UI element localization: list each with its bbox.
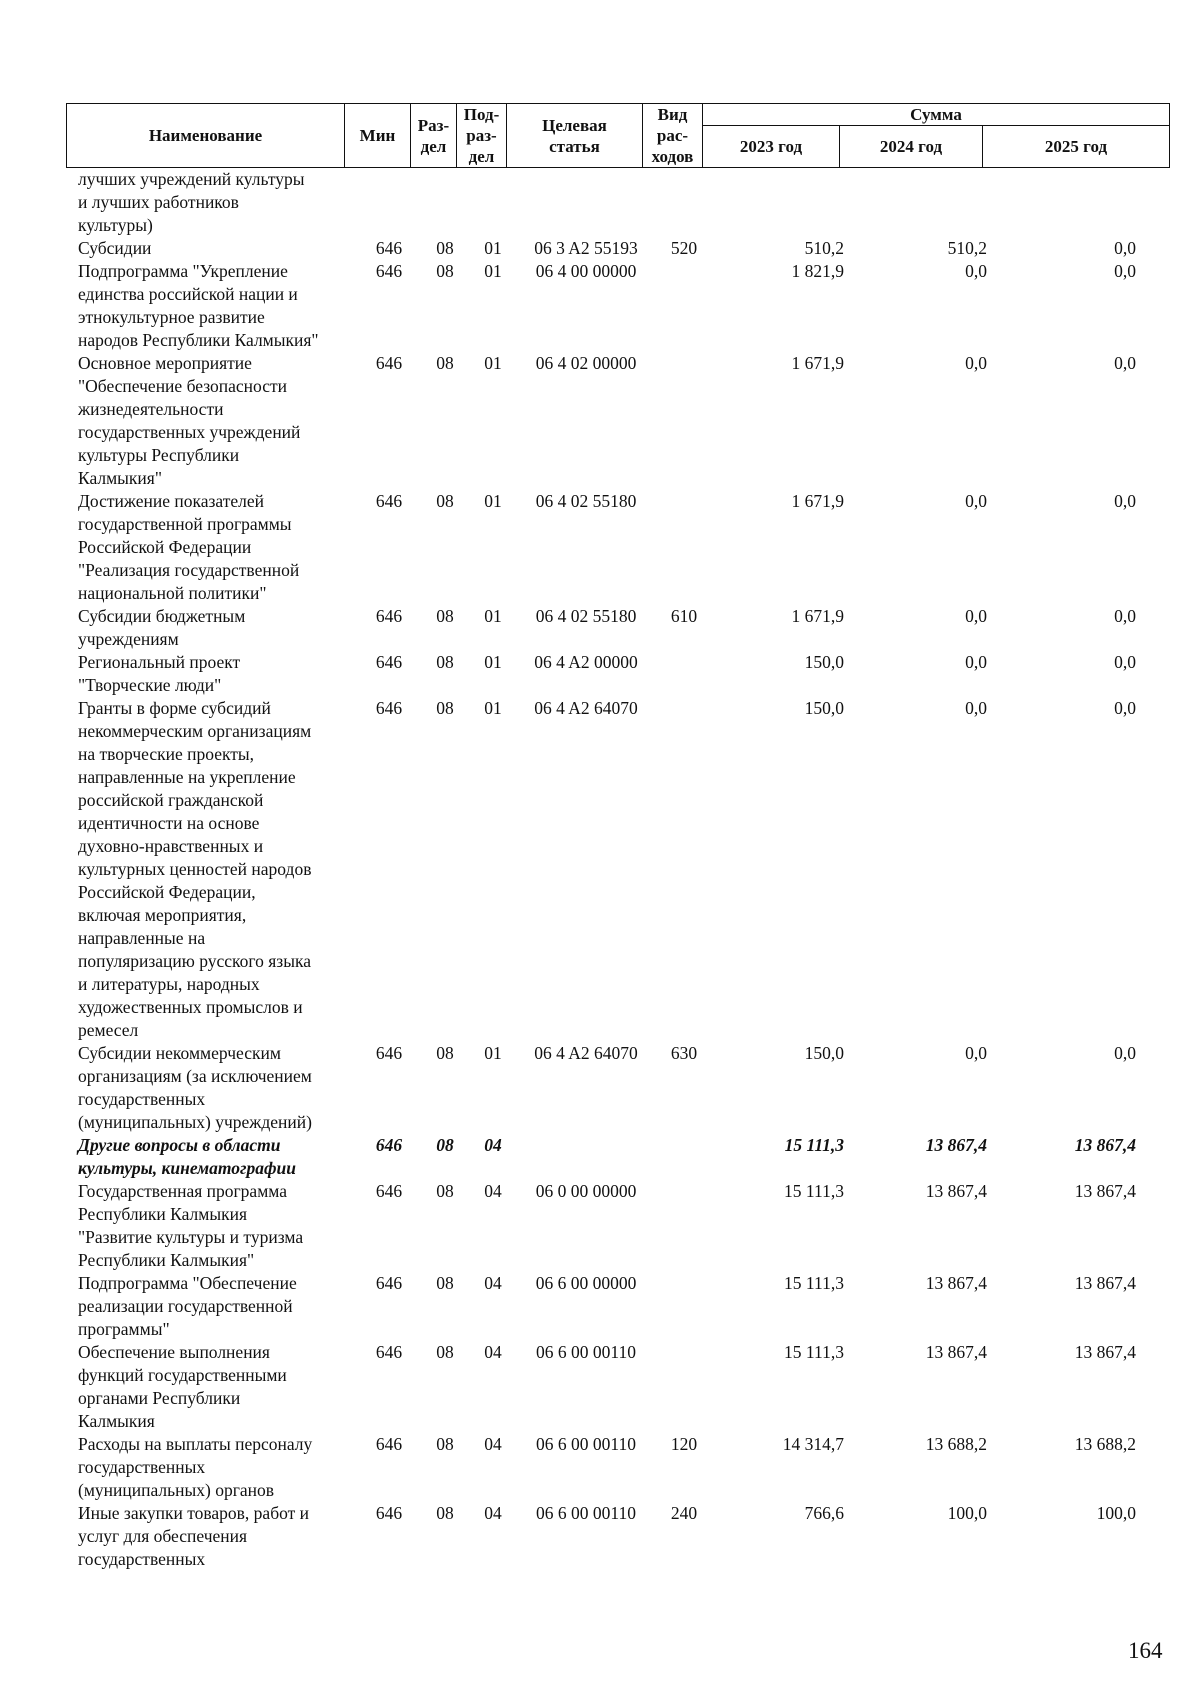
cell-sum-2023: 150,0 <box>804 652 844 672</box>
cell-min: 646 <box>375 1043 403 1063</box>
cell-razdel: 08 <box>436 491 454 511</box>
header-razdel: Раз- дел <box>411 104 457 168</box>
cell-sum-2024: 100,0 <box>947 1503 987 1523</box>
cell-sum-2025: 100,0 <box>1096 1503 1136 1523</box>
cell-sum-2025: 13 867,4 <box>1074 1273 1136 1293</box>
cell-sum-2025: 0,0 <box>1114 1043 1136 1063</box>
cell-sum-2023: 766,6 <box>804 1503 844 1523</box>
cell-razdel: 08 <box>436 1273 454 1293</box>
header-year-2025: 2025 год <box>983 126 1170 168</box>
cell-podrazdel: 04 <box>484 1135 502 1155</box>
cell-sum-2024: 510,2 <box>947 238 987 258</box>
table-row <box>66 697 1169 1042</box>
table-row <box>66 260 1169 352</box>
table-row <box>66 1433 1169 1502</box>
cell-min: 646 <box>375 1273 403 1293</box>
cell-sum-2023: 1 671,9 <box>791 491 844 511</box>
cell-podrazdel: 04 <box>484 1273 502 1293</box>
cell-min: 646 <box>375 1434 403 1454</box>
cell-name: Другие вопросы в области культуры, кинематографии <box>78 1135 296 1178</box>
cell-sum-2024: 13 867,4 <box>925 1181 987 1201</box>
cell-name: Достижение показателей государственной программы Российской Федерации "Реализация государственной национальной политики" <box>78 491 300 603</box>
cell-name: Субсидии <box>78 238 152 258</box>
cell-sum-2025: 13 867,4 <box>1074 1342 1136 1362</box>
cell-sum-2024: 13 867,4 <box>925 1135 987 1155</box>
cell-target: 06 4 A2 00000 <box>534 652 638 672</box>
header-target: Целевая статья <box>507 104 643 168</box>
cell-target: 06 0 00 00000 <box>535 1181 637 1201</box>
cell-podrazdel: 01 <box>484 238 502 258</box>
cell-name: Основное мероприятие "Обеспечение безопасности жизнедеятельности государственных учреждений культуры Республики Калмыкия" <box>78 353 301 488</box>
header-vid: Вид рас- ходов <box>643 104 703 168</box>
cell-vid: 520 <box>670 238 698 258</box>
cell-sum-2025: 0,0 <box>1114 698 1136 718</box>
cell-sum-2023: 15 111,3 <box>784 1273 844 1293</box>
header-podrazdel: Под- раз- дел <box>457 104 507 168</box>
cell-podrazdel: 01 <box>484 353 502 373</box>
cell-sum-2025: 13 867,4 <box>1074 1135 1136 1155</box>
cell-razdel: 08 <box>436 652 454 672</box>
cell-name: Расходы на выплаты персоналу государственных (муниципальных) органов <box>78 1434 313 1500</box>
table-row <box>66 1042 1169 1134</box>
cell-podrazdel: 01 <box>484 698 502 718</box>
cell-sum-2024: 0,0 <box>965 606 987 626</box>
cell-target: 06 4 00 00000 <box>535 261 637 281</box>
cell-sum-2023: 15 111,3 <box>784 1181 844 1201</box>
cell-sum-2024: 13 867,4 <box>925 1342 987 1362</box>
table-row <box>66 651 1169 697</box>
cell-name: Субсидии некоммерческим организациям (за исключением государственных (муниципальных) учреждений) <box>78 1043 312 1132</box>
cell-sum-2025: 0,0 <box>1114 238 1136 258</box>
cell-sum-2024: 13 688,2 <box>925 1434 987 1454</box>
cell-sum-2025: 0,0 <box>1114 652 1136 672</box>
cell-min: 646 <box>375 1503 403 1523</box>
cell-sum-2023: 1 671,9 <box>791 606 844 626</box>
cell-sum-2024: 0,0 <box>965 491 987 511</box>
cell-sum-2025: 0,0 <box>1114 491 1136 511</box>
cell-target: 06 6 00 00110 <box>536 1503 636 1523</box>
cell-podrazdel: 01 <box>484 491 502 511</box>
cell-razdel: 08 <box>436 1043 454 1063</box>
cell-sum-2023: 1 821,9 <box>791 261 844 281</box>
table-row <box>66 168 1169 237</box>
header-year-2024: 2024 год <box>840 126 983 168</box>
cell-name: Региональный проект "Творческие люди" <box>78 652 241 695</box>
table-row <box>66 605 1169 651</box>
table-body <box>66 168 1169 1571</box>
cell-sum-2024: 0,0 <box>965 1043 987 1063</box>
page-number: 164 <box>1128 1638 1163 1663</box>
cell-min: 646 <box>375 353 403 373</box>
table-row <box>66 1180 1169 1272</box>
cell-podrazdel: 04 <box>484 1434 502 1454</box>
cell-sum-2023: 15 111,3 <box>784 1135 844 1155</box>
cell-target: 06 6 00 00110 <box>536 1342 636 1362</box>
table-row <box>66 490 1169 605</box>
table-row <box>66 1134 1169 1180</box>
cell-sum-2025: 13 867,4 <box>1074 1181 1136 1201</box>
cell-podrazdel: 01 <box>484 652 502 672</box>
table-row <box>66 352 1169 490</box>
table-row <box>66 237 1169 260</box>
cell-name: Подпрограмма "Обеспечение реализации государственной программы" <box>78 1273 297 1339</box>
cell-min: 646 <box>375 652 403 672</box>
cell-podrazdel: 01 <box>484 261 502 281</box>
cell-vid: 120 <box>670 1434 698 1454</box>
cell-sum-2023: 15 111,3 <box>784 1342 844 1362</box>
header-name: Наименование <box>67 104 345 168</box>
table-header <box>66 103 1170 168</box>
cell-target: 06 4 02 55180 <box>535 491 637 511</box>
cell-name: Иные закупки товаров, работ и услуг для обеспечения государственных <box>78 1503 310 1569</box>
cell-podrazdel: 04 <box>484 1342 502 1362</box>
table-row <box>66 1341 1169 1433</box>
cell-sum-2025: 0,0 <box>1114 353 1136 373</box>
cell-razdel: 08 <box>436 261 454 281</box>
cell-target: 06 4 A2 64070 <box>534 698 638 718</box>
header-min: Мин <box>345 104 411 168</box>
cell-target: 06 4 A2 64070 <box>534 1043 638 1063</box>
cell-sum-2024: 0,0 <box>965 353 987 373</box>
cell-sum-2023: 1 671,9 <box>791 353 844 373</box>
cell-vid: 630 <box>670 1043 698 1063</box>
cell-name: лучших учреждений культуры и лучших работников культуры) <box>78 169 305 235</box>
cell-razdel: 08 <box>436 238 454 258</box>
cell-min: 646 <box>375 698 403 718</box>
cell-sum-2024: 0,0 <box>965 261 987 281</box>
cell-min: 646 <box>375 1342 403 1362</box>
cell-podrazdel: 04 <box>484 1503 502 1523</box>
cell-name: Обеспечение выполнения функций государственными органами Республики Калмыкия <box>78 1342 287 1431</box>
cell-target: 06 4 02 55180 <box>535 606 637 626</box>
cell-razdel: 08 <box>436 698 454 718</box>
cell-min: 646 <box>375 261 403 281</box>
cell-target: 06 6 00 00000 <box>535 1273 637 1293</box>
header-year-2023: 2023 год <box>703 126 840 168</box>
cell-podrazdel: 01 <box>484 606 502 626</box>
cell-sum-2023: 510,2 <box>804 238 844 258</box>
cell-razdel: 08 <box>436 1342 454 1362</box>
cell-vid: 240 <box>670 1503 698 1523</box>
cell-name: Подпрограмма "Укрепление единства российской нации и этнокультурное развитие народов Республики Калмыкия" <box>78 261 319 350</box>
cell-sum-2024: 0,0 <box>965 652 987 672</box>
cell-name: Гранты в форме субсидий некоммерческим организациям на творческие проекты, направленные на укрепление российской гражданской идентичности на основе духовно-нравственных и культурных ценностей народов Российской Федерации, включая мероприятия, направленные на популяризацию русского языка и литературы, народных художественных промыслов и ремесел <box>78 698 312 1040</box>
cell-target: 06 3 A2 55193 <box>534 238 638 258</box>
cell-min: 646 <box>375 1181 403 1201</box>
cell-podrazdel: 01 <box>484 1043 502 1063</box>
cell-sum-2023: 150,0 <box>804 1043 844 1063</box>
cell-sum-2025: 13 688,2 <box>1074 1434 1136 1454</box>
cell-min: 646 <box>375 238 403 258</box>
cell-target: 06 6 00 00110 <box>536 1434 636 1454</box>
table-row <box>66 1502 1169 1571</box>
cell-razdel: 08 <box>436 1503 454 1523</box>
cell-razdel: 08 <box>436 606 454 626</box>
cell-min: 646 <box>375 1135 403 1155</box>
cell-razdel: 08 <box>436 1181 454 1201</box>
cell-razdel: 08 <box>436 353 454 373</box>
cell-sum-2025: 0,0 <box>1114 606 1136 626</box>
cell-podrazdel: 04 <box>484 1181 502 1201</box>
cell-sum-2025: 0,0 <box>1114 261 1136 281</box>
cell-razdel: 08 <box>436 1135 454 1155</box>
cell-min: 646 <box>375 606 403 626</box>
cell-razdel: 08 <box>436 1434 454 1454</box>
cell-sum-2023: 150,0 <box>804 698 844 718</box>
cell-name: Государственная программа Республики Калмыкия "Развитие культуры и туризма Республики Калмыкия" <box>78 1181 304 1270</box>
table-row <box>66 1272 1169 1341</box>
cell-target: 06 4 02 00000 <box>535 353 637 373</box>
cell-vid: 610 <box>670 606 698 626</box>
cell-name: Субсидии бюджетным учреждениям <box>78 606 246 649</box>
cell-min: 646 <box>375 491 403 511</box>
header-summa: Сумма <box>703 104 1170 126</box>
budget-table <box>66 103 1169 1571</box>
cell-sum-2024: 13 867,4 <box>925 1273 987 1293</box>
cell-sum-2023: 14 314,7 <box>782 1434 844 1454</box>
cell-sum-2024: 0,0 <box>965 698 987 718</box>
